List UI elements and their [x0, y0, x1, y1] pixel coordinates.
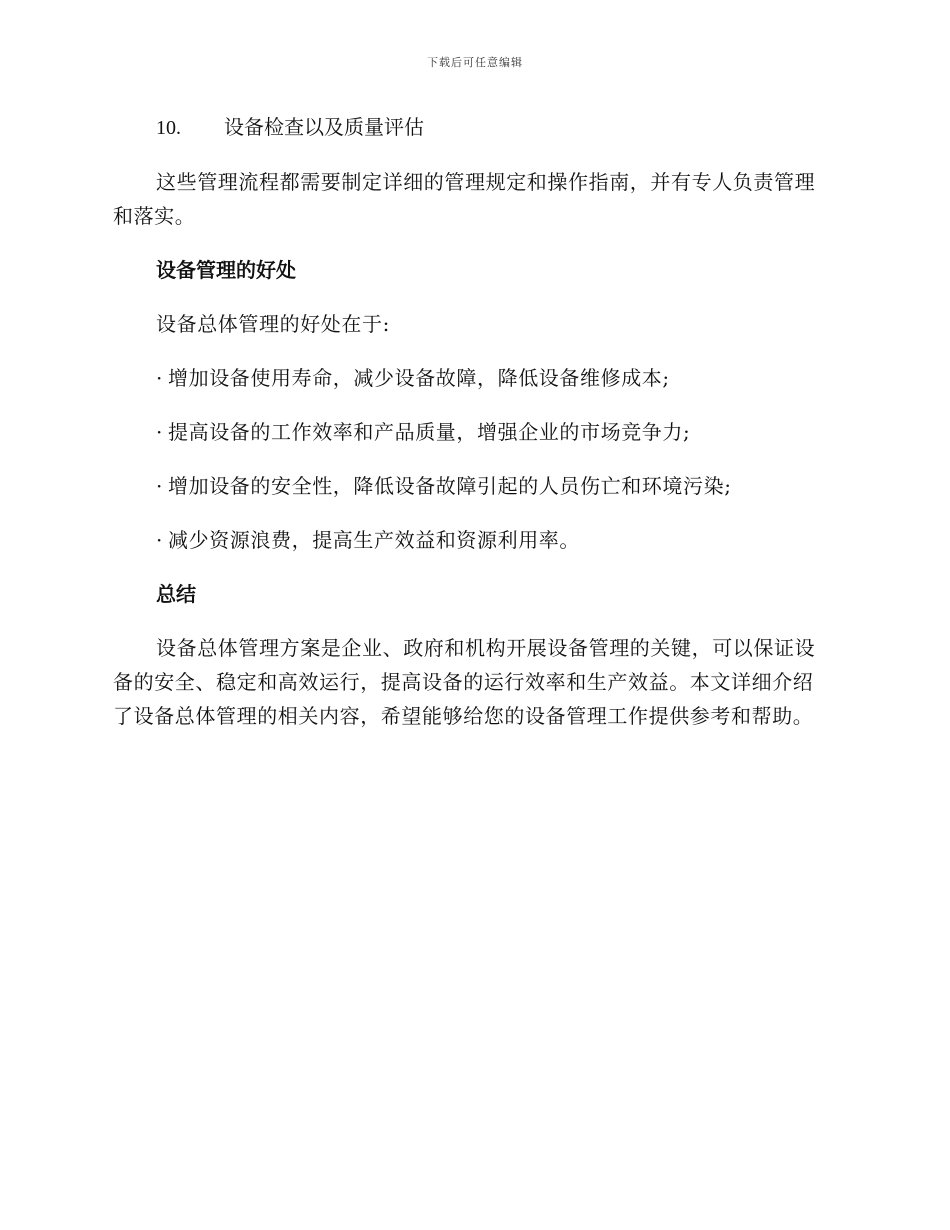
item-text: 设备检查以及质量评估 [224, 115, 424, 139]
item-number: 10. [156, 117, 181, 139]
benefit-item [113, 469, 833, 503]
benefit-text: 减少资源浪费，提高生产效益和资源利用率。 [168, 528, 580, 552]
document-body [113, 110, 833, 753]
section-heading-benefits: 设备管理的好处 [156, 258, 296, 282]
benefits-lead: 设备总体管理的好处在于: [156, 312, 390, 336]
bullet-dot: · [156, 420, 163, 444]
summary-paragraph: 设备总体管理方案是企业、政府和机构开展设备管理的关键，可以保证设备的安全、稳定和高效运行，提高设备的运行效率和生产效益。本文详细介绍了设备总体管理的相关内容，希望能够给您的设备管理工作提供参考和帮助。 [113, 636, 816, 728]
benefit-text: 增加设备的安全性，降低设备故障引起的人员伤亡和环境污染; [168, 474, 732, 498]
section-heading-summary: 总结 [156, 582, 196, 606]
benefit-item [113, 361, 833, 395]
numbered-item-10 [113, 110, 833, 145]
benefit-text: 提高设备的工作效率和产品质量，增强企业的市场竞争力; [168, 420, 691, 444]
bullet-dot: · [156, 474, 163, 498]
intro-paragraph: 这些管理流程都需要制定详细的管理规定和操作指南，并有专人负责管理和落实。 [113, 170, 816, 228]
benefit-item [113, 415, 833, 449]
bullet-dot: · [156, 528, 163, 552]
bullet-dot: · [156, 366, 163, 390]
header-note: 下载后可任意编辑 [427, 56, 523, 69]
benefit-item [113, 523, 833, 557]
benefit-text: 增加设备使用寿命，减少设备故障，降低设备维修成本; [168, 366, 670, 390]
